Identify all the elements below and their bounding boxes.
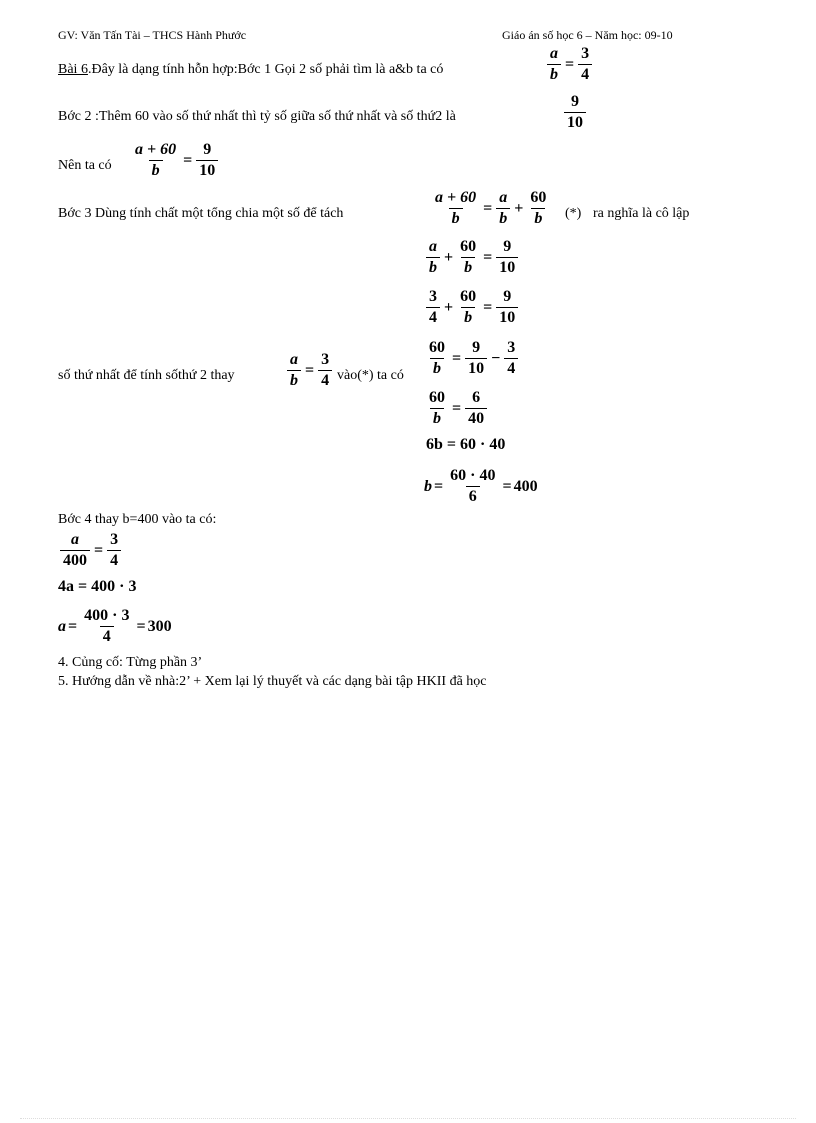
step4-line: Bớc 4 thay b=400 vào ta có: — [58, 512, 217, 527]
eq-34-plus-60b: $\frac{3}{4}$ + $\frac{60}{b}$ = $\frac{9}{10}$ — [424, 287, 520, 328]
eq-split-sum: $\frac{a + 60}{b}$ = $\frac{a}{b}$ + $\frac{60}{b}$ — [435, 189, 547, 227]
substitute-line: số thứ nhất để tính sốthứ 2 thay — [58, 368, 235, 383]
page-bottom-border — [20, 1118, 796, 1119]
step3-line: Bớc 3 Dùng tính chất một tổng chia một số để tách — [58, 206, 344, 221]
frac-a-b: $\frac{a}{b}$ — [547, 44, 561, 85]
header-left: GV: Văn Tấn Tài – THCS Hành Phước — [58, 28, 247, 42]
eq-a-over-b-equals-3-4: $\frac{a}{b}$ = $\frac{3}{4}$ — [545, 44, 594, 85]
substitute-tail: vào(*) ta có — [337, 368, 404, 383]
eq-a60-b-equals-9-10: $\frac{a + 60}{b}$ = $\frac{9}{10}$ — [130, 140, 220, 181]
step2-line: Bớc 2 :Thêm 60 vào số thứ nhất thì tỷ số giữa số thứ nhất và số thứ2 là — [58, 109, 456, 124]
eq-ab-34-inline: $\frac{a}{b}$ = $\frac{3}{4}$ — [285, 350, 334, 391]
step3-tail: ra nghĩa là cô lập — [593, 206, 690, 221]
eq-a-400: $\frac{a}{400}$ = $\frac{3}{4}$ — [58, 530, 123, 571]
eq-9-10: $\frac{9}{10}$ — [562, 92, 588, 133]
step1-line — [58, 62, 443, 78]
eq-a-300: a = $\frac{400 \cdot 3}{4}$ = 300 — [58, 607, 172, 645]
eq-60b-minus: $\frac{60}{b}$ = $\frac{9}{10}$ − $\frac{3}{4}$ — [424, 338, 520, 379]
header-right: Giáo án số học 6 – Năm học: 09-10 — [502, 28, 673, 42]
step2b-line: Nên ta có — [58, 158, 112, 173]
frac-3-4: $\frac{3}{4}$ — [578, 44, 592, 85]
eq-b-400: b = $\frac{60 \cdot 40}{6}$ = 400 — [424, 467, 538, 505]
eq-6b: 6b = 60 · 40 — [426, 436, 506, 453]
star-mark: (*) — [565, 206, 582, 221]
section-4: 4. Củng cố: Từng phần 3’ — [58, 655, 203, 670]
eq-60b-6-40: $\frac{60}{b}$ = $\frac{6}{40}$ — [424, 388, 489, 429]
problem-label: Bài 6 — [58, 62, 88, 77]
eq-ab-plus-60b: $\frac{a}{b}$ + $\frac{60}{b}$ = $\frac{9}{10}$ — [424, 237, 520, 278]
step1-text: .Đây là dạng tính hỗn hợp:Bớc 1 Gọi 2 số phải tìm là a&b ta có — [87, 62, 444, 77]
eq-4a: 4a = 400 · 3 — [58, 578, 137, 595]
section-5: 5. Hướng dẫn về nhà:2’ + Xem lại lý thuyết và các dạng bài tập HKII đã học — [58, 674, 487, 689]
